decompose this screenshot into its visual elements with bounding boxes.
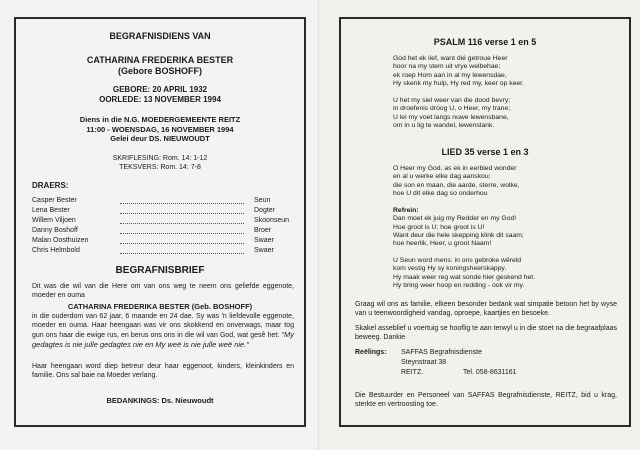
hymn-verse-3: [393, 257, 593, 290]
letter-quote: "My gedagtes is nie julle gedagtes nie en My weë is nie julle weë nie.": [32, 330, 295, 349]
dotted-leader: [120, 206, 244, 214]
bearer-name: Chris Helmbold: [32, 247, 80, 254]
dotted-leader: [120, 246, 244, 254]
verse-line: Dan moet ek juig my Redder en my God!: [393, 215, 517, 223]
service-title: BEGRAFNISDIENS VAN: [109, 31, 211, 41]
bearers-list: [32, 196, 294, 256]
verse-line: God het ek lief, want dié getroue Heer: [393, 55, 508, 62]
bearer-role: Swaer: [254, 247, 274, 254]
bearer-row: [32, 246, 294, 256]
verse-line: ek roep Hom aan in al my lewensdae,: [393, 71, 507, 79]
letter-close: Haar heengaan word diep betreur deur haar eggenoot, kinders, kleinkinders en familie. Ons sal baie na Moeder verlang.: [32, 363, 294, 379]
maiden-name: (Gebore BOSHOFF): [117, 66, 202, 76]
dotted-leader: [120, 226, 244, 234]
bearer-name: Casper Bester: [32, 197, 77, 204]
verse-line: hoe heerlik, Heer, u groot Naam!: [393, 240, 492, 248]
bearer-name: Malan Oosthuizen: [32, 237, 89, 244]
dotted-leader: [120, 236, 244, 244]
bearer-role: Swaer: [254, 237, 274, 244]
bearer-row: [32, 206, 294, 216]
closing-message: Die Bestuurder en Personeel van SAFFAS Begrafnisdienste, REITZ, bid u krag, sterkte en vertroosting toe.: [355, 392, 617, 408]
psalm-verse-1: [393, 55, 593, 88]
psalm-verse-2: [393, 97, 593, 130]
bearer-role: Dogter: [254, 207, 276, 214]
bearer-row: [32, 236, 294, 246]
bearer-row: [32, 216, 294, 226]
verse-line: in droefenis droog U, o Heer, my trane;: [393, 105, 511, 113]
verse-line: Hy maak weer reg wat sonde hier geskend het.: [393, 273, 536, 281]
verse-line: Hy skenk my hulp, Hy red my, keer op keer.: [393, 79, 524, 87]
funeral-home-name: SAFFAS Begrafnisdienste: [401, 349, 482, 356]
verse-line: hoe U dit elke dag so onderhou: [393, 189, 488, 197]
letter-intro: Dit was die wil van die Here om van ons weg te neem ons geliefde eggenote, moeder en ouma: [32, 283, 294, 299]
bearer-role: Seun: [254, 197, 271, 204]
letter-heading: BEGRAFNISBRIEF: [115, 265, 205, 276]
verse-line: Hy bring weer hoop en redding - ook vir my.: [393, 281, 525, 289]
bearer-row: [32, 196, 294, 206]
service-minister: Gelei deur DS. NIEUWOUDT: [110, 134, 210, 143]
deceased-name: CATHARINA FREDERIKA BESTER: [86, 55, 234, 65]
psalm-heading: PSALM 116 verse 1 en 5: [433, 37, 537, 47]
text-verse: TEKSVERS: Rom. 14: 7-8: [119, 164, 201, 171]
bearer-name: Willem Viljoen: [32, 217, 76, 224]
refrain: [393, 207, 593, 248]
bearer-role: Skoonseun: [254, 217, 290, 224]
verse-line: om in u lig te wandel, lewenslank.: [393, 121, 495, 129]
arrangements-label: Reëlings:: [355, 349, 387, 356]
right-page-frame: [339, 17, 631, 427]
birth-date: GEBORE: 20 APRIL 1932: [112, 85, 208, 94]
refrain-label: Refrein:: [393, 207, 419, 214]
verse-line: hoor na my stem uit vrye welbehae;: [393, 63, 501, 71]
verse-line: en al u werke elke dag aanskou;: [393, 173, 491, 181]
verse-line: kom vestig Hy sy koningsheerskappy.: [393, 265, 507, 273]
death-date: OORLEDE: 13 NOVEMBER 1994: [99, 95, 221, 104]
verse-line: O Heer my God, as ek in eerbied wonder: [393, 165, 517, 172]
verse-line: Hoe groot is U; hoe groot is U!: [393, 223, 485, 231]
right-page: [320, 0, 640, 450]
verse-line: U Seun word mens: in ons gebroke wêreld: [393, 257, 522, 264]
verse-line: U het my siel weer van die dood bevry;: [393, 97, 511, 104]
dotted-leader: [120, 196, 244, 204]
funeral-home-town: REITZ.: [401, 369, 424, 376]
funeral-home-street: Steynstraat 38: [401, 359, 447, 366]
bearer-name: Lena Bester: [32, 207, 70, 214]
letter-body-text: in die ouderdom van 62 jaar, 6 maande en 24 dae. Sy was 'n liefdevolle eggenote, moeder en ouma. Haar heengaan was vir ons skokkend en onverwags, maar tog gun ons haar die ewige rus, en berus ons ons in die wil van God, wat gesê het:: [32, 313, 294, 339]
verse-line: Want deur die hele skepping klink dit saam;: [393, 231, 524, 239]
letter-body: [32, 312, 294, 350]
bearer-role: Broer: [254, 227, 272, 234]
scripture-reading: SKRIFLESING: Rom. 14: 1-12: [112, 155, 208, 162]
bearer-row: [32, 226, 294, 236]
acknowledgements: BEDANKINGS: Ds. Nieuwoudt: [106, 396, 214, 405]
left-page-frame: [14, 17, 306, 427]
verse-line: U lei my voet langs nuwe lewensbane,: [393, 113, 509, 121]
service-location: Diens in die N.G. MOEDERGEMEENTE REITZ: [79, 115, 241, 124]
bearer-name: Danny Boshoff: [32, 227, 78, 234]
family-thanks: Graag wil ons as familie, elkeen besonder bedank wat simpatie betoon het by wyse van u teenwoordigheid vandag, oproepe, kaartjies en besoeke.: [355, 301, 617, 317]
service-time: 11:00 - WOENSDAG, 16 NOVEMBER 1994: [86, 124, 234, 134]
hymn-verse-1: [393, 165, 593, 198]
hymn-heading: LIED 35 verse 1 en 3: [441, 147, 529, 157]
letter-name: CATHARINA FREDERIKA BESTER (Geb. BOSHOFF): [67, 302, 253, 311]
verse-line: die son en maan, die aarde, sterre, wolke,: [393, 181, 520, 189]
dotted-leader: [120, 216, 244, 224]
bearers-heading: DRAERS:: [32, 181, 69, 190]
vehicle-headlights-note: Skakel asseblief u voertuig se hooflig te aan terwyl u in die stoet na die begraafplaas beweeg. Dankie: [355, 325, 617, 341]
funeral-home-phone: Tel. 058-8631161: [463, 369, 517, 376]
